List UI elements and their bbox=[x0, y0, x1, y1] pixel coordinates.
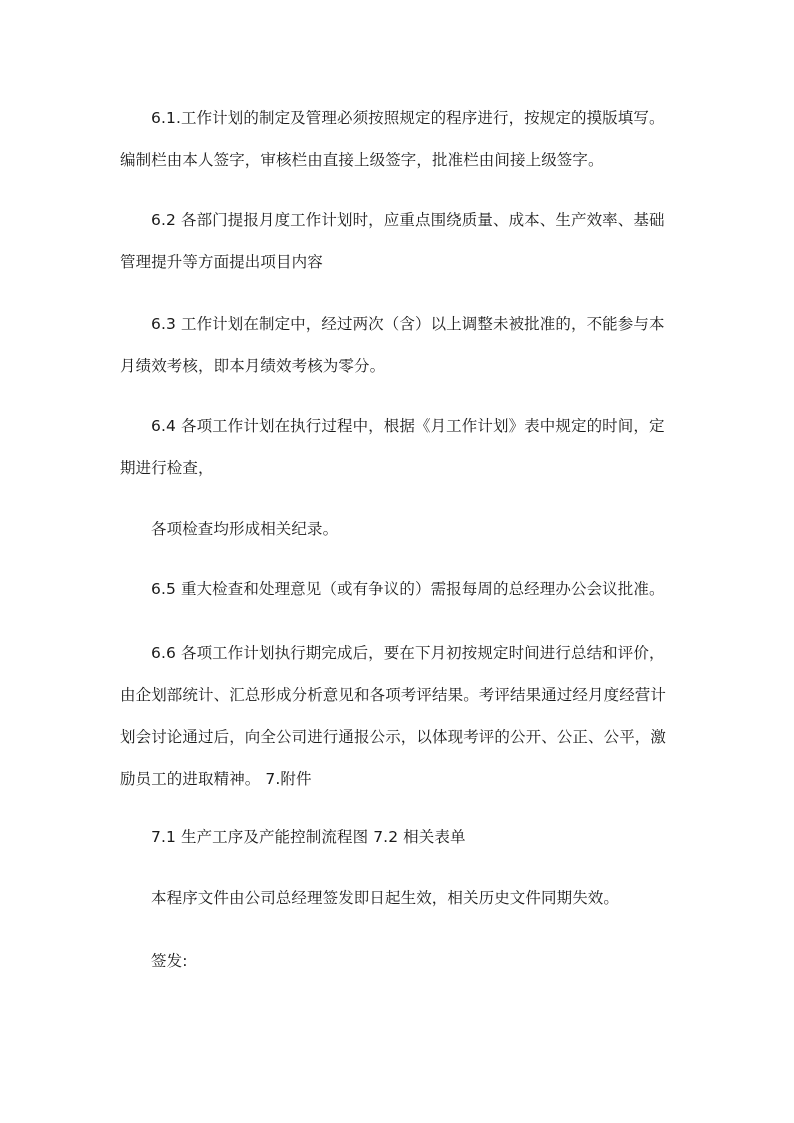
paragraph-line: 7.1 生产工序及产能控制流程图 7.2 相关表单 bbox=[151, 828, 466, 846]
paragraph-line: 划会讨论通过后，向全公司进行通报公示，以体现考评的公开、公正、公平，激 bbox=[120, 728, 667, 746]
paragraph-6-6 bbox=[120, 632, 680, 800]
paragraph-6-4-continuation bbox=[120, 508, 680, 550]
paragraph-line: 6.3 工作计划在制定中，经过两次（含）以上调整未被批准的，不能参与本 bbox=[151, 315, 665, 333]
paragraph-line: 励员工的进取精神。 7.附件 bbox=[120, 770, 312, 788]
paragraph-line: 本程序文件由公司总经理签发即日起生效，相关历史文件同期失效。 bbox=[151, 889, 620, 907]
paragraph-6-1 bbox=[120, 97, 680, 181]
paragraph-line: 期进行检查， bbox=[120, 459, 214, 477]
paragraph-line: 6.5 重大检查和处理意见（或有争议的）需报每周的总经理办公会议批准。 bbox=[151, 580, 665, 598]
paragraph-line: 管理提升等方面提出项目内容 bbox=[120, 253, 323, 271]
paragraph-line: 签发: bbox=[151, 952, 188, 970]
paragraph-line: 由企划部统计、汇总形成分析意见和各项考评结果。考评结果通过经月度经营计 bbox=[120, 686, 667, 704]
paragraph-line: 6.6 各项工作计划执行期完成后，要在下月初按规定时间进行总结和评价， bbox=[151, 644, 665, 662]
signoff-line bbox=[120, 940, 680, 982]
paragraph-line: 各项检查均形成相关纪录。 bbox=[151, 520, 339, 538]
paragraph-line: 6.2 各部门提报月度工作计划时，应重点围绕质量、成本、生产效率、基础 bbox=[151, 211, 665, 229]
paragraph-line: 6.1.工作计划的制定及管理必须按照规定的程序进行，按规定的摸版填写。 bbox=[151, 109, 665, 127]
paragraph-effective-notice bbox=[120, 877, 680, 919]
paragraph-line: 6.4 各项工作计划在执行过程中，根据《月工作计划》表中规定的时间，定 bbox=[151, 417, 665, 435]
paragraph-line: 月绩效考核，即本月绩效考核为零分。 bbox=[120, 357, 386, 375]
paragraph-line: 编制栏由本人签字，审核栏由直接上级签字，批准栏由间接上级签字。 bbox=[120, 151, 604, 169]
paragraph-7-1 bbox=[120, 816, 680, 858]
paragraph-6-2 bbox=[120, 199, 680, 283]
paragraph-6-5 bbox=[120, 568, 680, 610]
paragraph-6-3 bbox=[120, 303, 680, 387]
paragraph-6-4 bbox=[120, 405, 680, 489]
